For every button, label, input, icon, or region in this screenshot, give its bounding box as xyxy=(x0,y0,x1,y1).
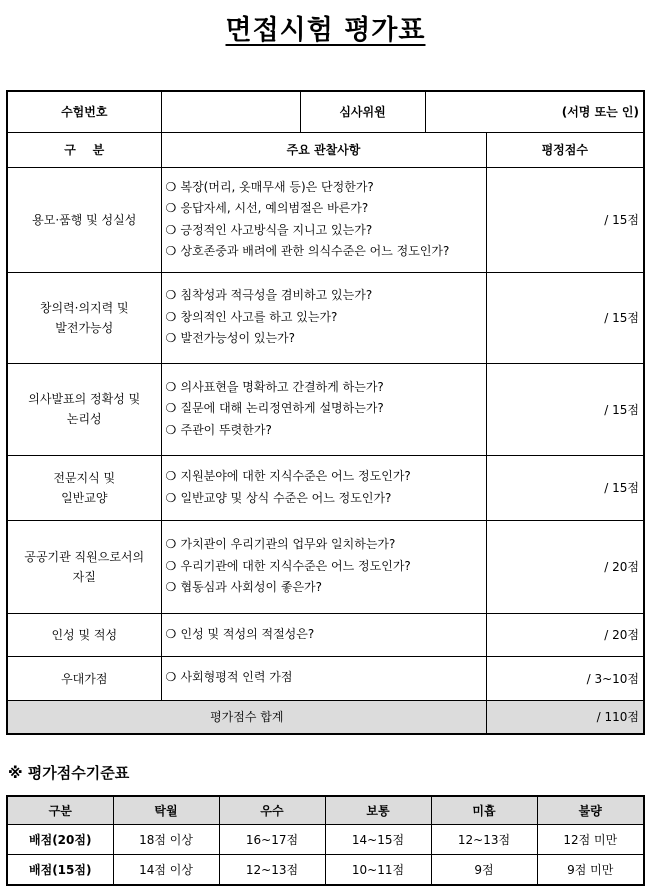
criterion-observations xyxy=(161,520,486,613)
standards-cell: 배점(15점) xyxy=(7,855,113,886)
criterion-score[interactable]: / 15점 xyxy=(486,272,644,363)
standards-header: 불량 xyxy=(537,796,644,825)
standards-cell: 배점(20점) xyxy=(7,825,113,855)
exam-number-label: 수험번호 xyxy=(7,91,161,132)
criterion-row xyxy=(7,455,644,520)
bullet-icon: ❍ xyxy=(165,331,177,346)
observations-column-header: 주요 관찰사항 xyxy=(161,132,486,167)
observation-item: ❍ 침착성과 적극성을 겸비하고 있는가? xyxy=(166,285,486,307)
evaluation-table xyxy=(6,90,645,735)
observation-item: ❍ 우리기관에 대한 지식수준은 어느 정도인가? xyxy=(166,556,486,578)
standards-cell: 12~13점 xyxy=(219,855,325,886)
criterion-score[interactable]: / 15점 xyxy=(486,167,644,272)
observation-item: ❍ 일반교양 및 상식 수준은 어느 정도인가? xyxy=(166,488,486,510)
standards-header: 우수 xyxy=(219,796,325,825)
observation-item: ❍ 발전가능성이 있는가? xyxy=(166,328,486,350)
observation-item: ❍ 긍정적인 사고방식을 지니고 있는가? xyxy=(166,220,486,242)
criterion-score[interactable]: / 20점 xyxy=(486,520,644,613)
standards-cell: 9점 xyxy=(431,855,537,886)
criterion-row xyxy=(7,167,644,272)
criterion-score[interactable]: / 20점 xyxy=(486,613,644,656)
standards-cell: 12~13점 xyxy=(431,825,537,855)
category-column-header: 구 분 xyxy=(7,132,161,167)
standards-cell: 12점 미만 xyxy=(537,825,644,855)
observation-item: ❍ 의사표현을 명확하고 간결하게 하는가? xyxy=(166,377,486,399)
bullet-icon: ❍ xyxy=(165,422,177,437)
criterion-category: 전문지식 및 일반교양 xyxy=(7,455,161,520)
page-title: 면접시험 평가표 xyxy=(225,15,426,46)
criterion-category: 창의력·의지력 및 발전가능성 xyxy=(7,272,161,363)
standards-title: ※ 평가점수기준표 xyxy=(8,764,130,782)
standards-header: 구분 xyxy=(7,796,113,825)
standards-header: 보통 xyxy=(325,796,431,825)
criterion-row xyxy=(7,272,644,363)
bullet-icon: ❍ xyxy=(165,490,177,505)
observation-item: ❍ 상호존중과 배려에 관한 의식수준은 어느 정도인가? xyxy=(166,241,486,263)
criterion-observations xyxy=(161,656,486,700)
bullet-icon: ❍ xyxy=(165,222,177,237)
score-column-header: 평정점수 xyxy=(486,132,644,167)
observation-item: ❍ 협동심과 사회성이 좋은가? xyxy=(166,577,486,599)
exam-number-field[interactable] xyxy=(161,91,300,132)
bullet-icon: ❍ xyxy=(165,558,177,573)
examiner-signature-field[interactable]: (서명 또는 인) xyxy=(425,91,644,132)
total-row xyxy=(7,700,644,734)
bullet-icon: ❍ xyxy=(165,379,177,394)
criterion-category: 우대가점 xyxy=(7,656,161,700)
standards-header: 미흡 xyxy=(431,796,537,825)
observation-item: ❍ 응답자세, 시선, 예의범절은 바른가? xyxy=(166,198,486,220)
criterion-score[interactable]: / 3~10점 xyxy=(486,656,644,700)
bullet-icon: ❍ xyxy=(165,537,177,552)
standards-row xyxy=(7,855,644,886)
header-row xyxy=(7,91,644,132)
criterion-observations xyxy=(161,455,486,520)
criterion-score[interactable]: / 15점 xyxy=(486,455,644,520)
criterion-observations xyxy=(161,613,486,656)
criterion-score[interactable]: / 15점 xyxy=(486,363,644,455)
standards-cell: 9점 미만 xyxy=(537,855,644,886)
standards-row xyxy=(7,825,644,855)
bullet-icon: ❍ xyxy=(165,670,177,685)
standards-cell: 10~11점 xyxy=(325,855,431,886)
bullet-icon: ❍ xyxy=(165,469,177,483)
bullet-icon: ❍ xyxy=(165,401,177,416)
criterion-observations xyxy=(161,167,486,272)
criterion-category: 용모·품행 및 성실성 xyxy=(7,167,161,272)
observation-item: ❍ 주관이 뚜렷한가? xyxy=(166,420,486,442)
criterion-category: 의사발표의 정확성 및 논리성 xyxy=(7,363,161,455)
standards-cell: 18점 이상 xyxy=(113,825,219,855)
observation-item: ❍ 질문에 대해 논리정연하게 설명하는가? xyxy=(166,398,486,420)
criterion-observations xyxy=(161,363,486,455)
bullet-icon: ❍ xyxy=(165,288,177,303)
standards-cell: 14점 이상 xyxy=(113,855,219,886)
bullet-icon: ❍ xyxy=(165,179,177,194)
observation-item: ❍ 가치관이 우리기관의 업무와 일치하는가? xyxy=(166,534,486,556)
bullet-icon: ❍ xyxy=(165,309,177,324)
standards-cell: 16~17점 xyxy=(219,825,325,855)
observation-item: ❍ 인성 및 적성의 적절성은? xyxy=(166,624,486,646)
standards-table xyxy=(6,795,645,886)
standards-header: 탁월 xyxy=(113,796,219,825)
criterion-observations xyxy=(161,272,486,363)
bullet-icon: ❍ xyxy=(165,626,177,641)
examiner-label: 심사위원 xyxy=(300,91,425,132)
criterion-category: 인성 및 적성 xyxy=(7,613,161,656)
total-label: 평가점수 합계 xyxy=(7,700,486,734)
criterion-row xyxy=(7,520,644,613)
bullet-icon: ❍ xyxy=(165,580,177,595)
bullet-icon: ❍ xyxy=(165,244,177,258)
observation-item: ❍ 지원분야에 대한 지식수준은 어느 정도인가? xyxy=(166,466,486,488)
observation-item: ❍ 복장(머리, 옷매무새 등)은 단정한가? xyxy=(166,177,486,199)
total-score[interactable]: / 110점 xyxy=(486,700,644,734)
criterion-row xyxy=(7,613,644,656)
bullet-icon: ❍ xyxy=(165,201,177,215)
standards-cell: 14~15점 xyxy=(325,825,431,855)
observation-item: ❍ 사회형평적 인력 가점 xyxy=(166,667,486,689)
criterion-category: 공공기관 직원으로서의 자질 xyxy=(7,520,161,613)
observation-item: ❍ 창의적인 사고를 하고 있는가? xyxy=(166,307,486,329)
criterion-row xyxy=(7,656,644,700)
criterion-row xyxy=(7,363,644,455)
column-header-row xyxy=(7,132,644,167)
standards-header-row xyxy=(7,796,644,825)
